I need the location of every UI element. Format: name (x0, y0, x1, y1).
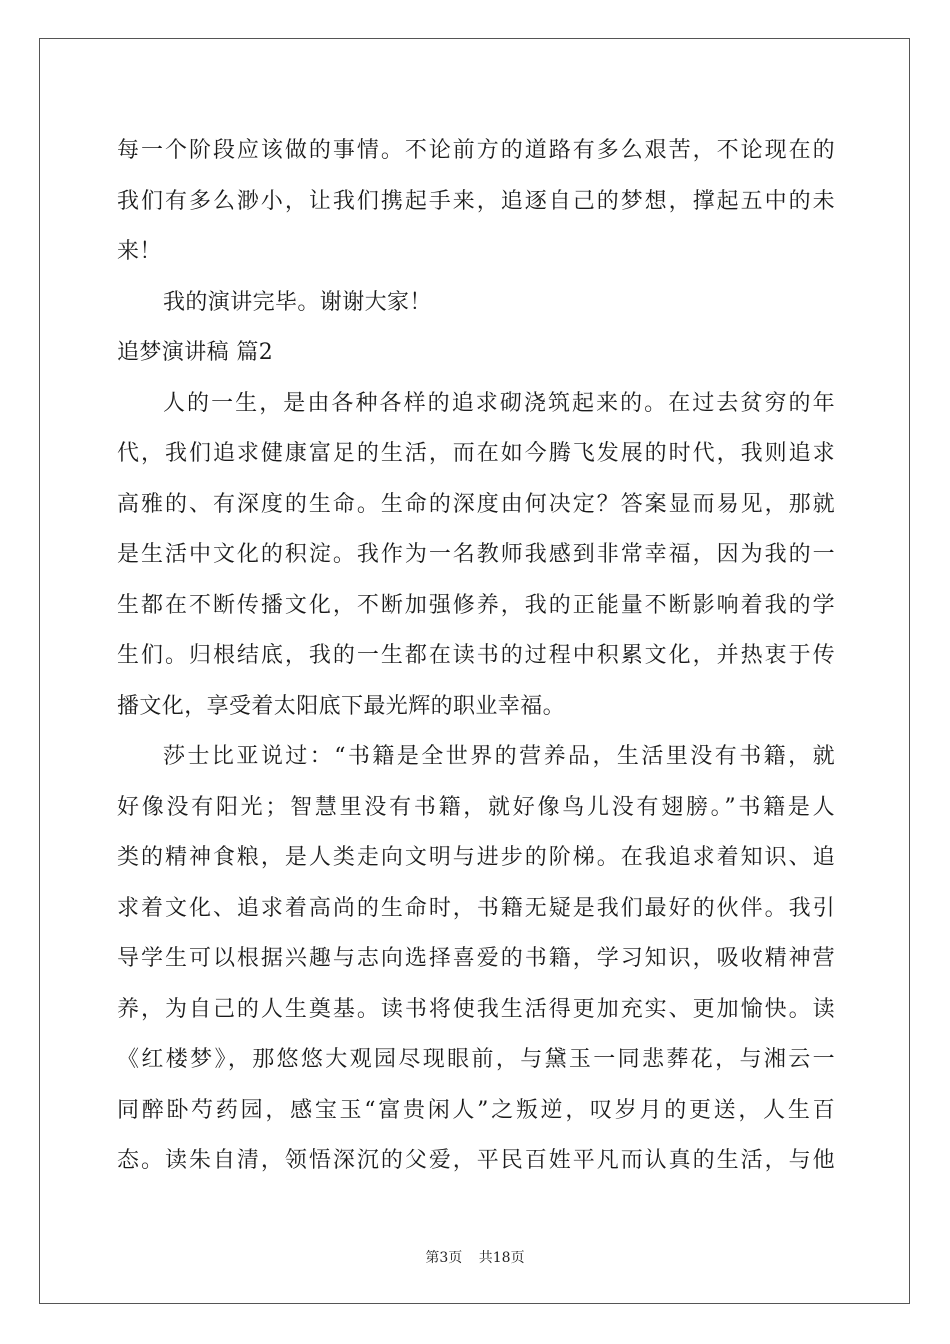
paragraph-line: 类的精神食粮，是人类走向文明与进步的阶梯。在我追求着知识、追 (117, 845, 835, 870)
paragraph-line: 求着文化、追求着高尚的生命时，书籍无疑是我们最好的伙伴。我引 (117, 895, 835, 921)
section-heading: 追梦演讲稿 篇2 (117, 340, 274, 365)
paragraph-line: 好像没有阳光；智慧里没有书籍，就好像鸟儿没有翅膀。”书籍是人 (117, 794, 835, 820)
paragraph-line: 生们。归根结底，我的一生都在读书的过程中积累文化，并热衷于传 (117, 643, 835, 668)
paragraph-line: 同醉卧芍药园，感宝玉“富贵闲人”之叛逆，叹岁月的更送，人生百 (117, 1097, 835, 1123)
paragraph-line: 导学生可以根据兴趣与志向选择喜爱的书籍，学习知识，吸收精神营 (117, 946, 835, 971)
paragraph-line: 人的一生，是由各种各样的追求砌浇筑起来的。在过去贫穷的年 (163, 390, 835, 416)
paragraph-line: 每一个阶段应该做的事情。不论前方的道路有多么艰苦，不论现在的 (117, 138, 835, 163)
paragraph-line: 我们有多么渺小，让我们携起手来，追逐自己的梦想，撑起五中的未 (117, 188, 835, 214)
paragraph-line: 态。读朱自清，领悟深沉的父爱，平民百姓平凡而认真的生活，与他 (117, 1148, 835, 1173)
page-footer (0, 1247, 950, 1267)
paragraph-line: 高雅的、有深度的生命。生命的深度由何决定？答案显而易见，那就 (117, 491, 835, 517)
paragraph-line: 代，我们追求健康富足的生活，而在如今腾飞发展的时代，我则追求 (117, 441, 835, 466)
paragraph-line: 生都在不断传播文化，不断加强修养，我的正能量不断影响着我的学 (117, 592, 835, 618)
paragraph-line: 播文化，享受着太阳底下最光辉的职业幸福。 (117, 693, 566, 719)
paragraph-line: 《红楼梦》，那悠悠大观园尽现眼前，与黛玉一同悲葬花，与湘云一 (117, 1047, 835, 1072)
paragraph-line: 莎士比亚说过：“书籍是全世界的营养品，生活里没有书籍，就 (163, 744, 835, 769)
page-total: 共18页 (478, 1250, 525, 1266)
paragraph-line: 是生活中文化的积淀。我作为一名教师我感到非常幸福，因为我的一 (117, 542, 835, 567)
page-number: 第3页 (425, 1250, 463, 1266)
document-body (117, 126, 835, 1187)
paragraph-line: 来！ (117, 239, 162, 264)
closing-line: 我的演讲完毕。谢谢大家！ (163, 289, 432, 315)
paragraph-line: 养，为自己的人生奠基。读书将使我生活得更加充实、更加愉快。读 (117, 996, 835, 1022)
